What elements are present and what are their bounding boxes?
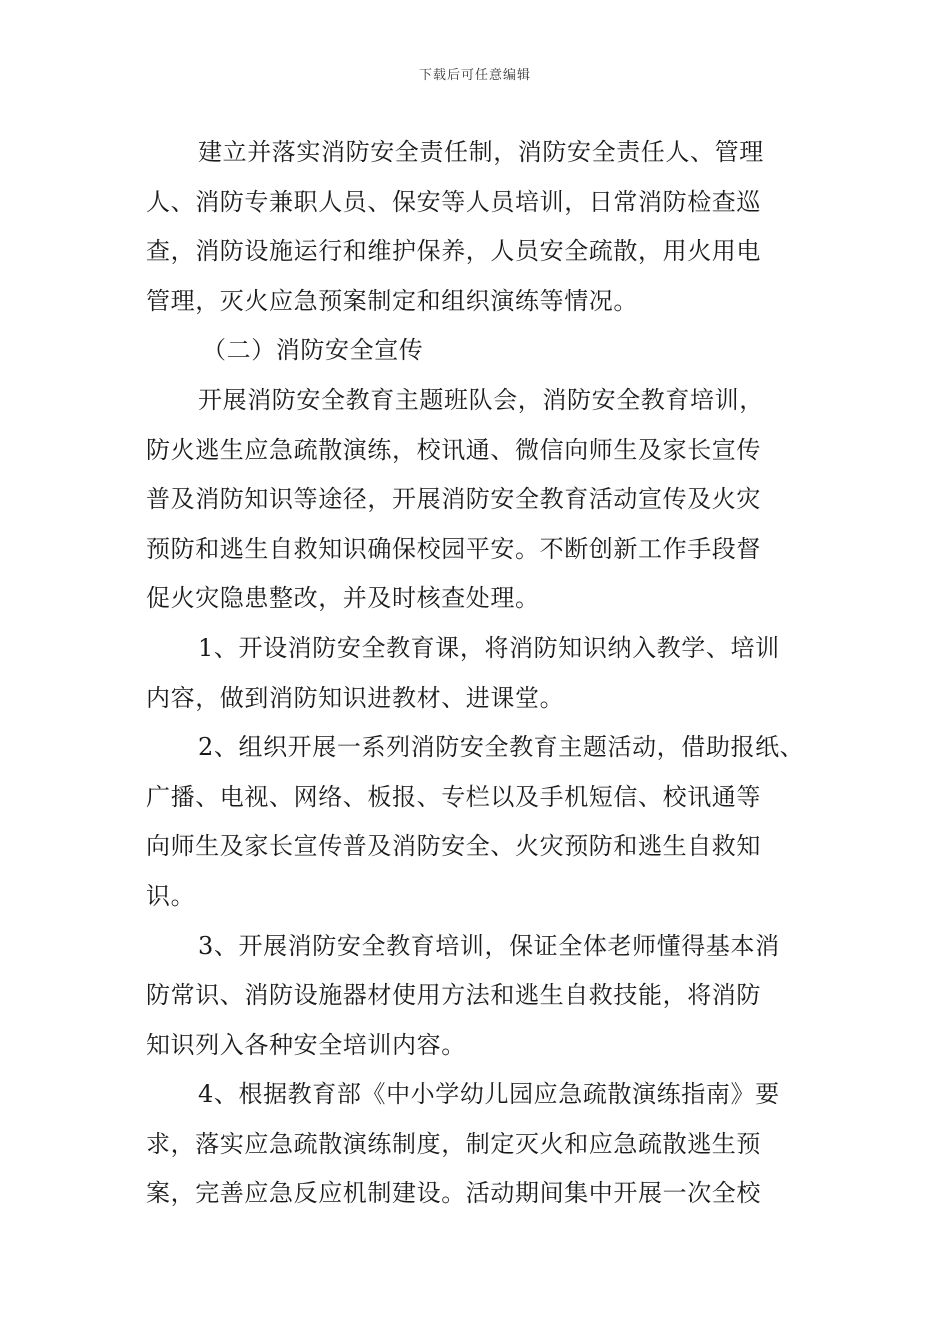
- list-item-line: 4、根据教育部《中小学幼儿园应急疏散演练指南》要: [198, 1080, 780, 1109]
- document-body: [146, 128, 808, 1219]
- paragraph-line: 预防和逃生自救知识确保校园平安。不断创新工作手段督: [146, 534, 761, 563]
- paragraph-line: 普及消防知识等途径，开展消防安全教育活动宣传及火灾: [146, 485, 761, 514]
- page-header: 下载后可任意编辑: [418, 68, 531, 83]
- section-heading: （二）消防安全宣传: [202, 336, 424, 365]
- list-item-line: 广播、电视、网络、板报、专栏以及手机短信、校讯通等: [146, 782, 761, 811]
- paragraph-line: 人、消防专兼职人员、保安等人员培训，日常消防检查巡: [146, 187, 761, 216]
- paragraph-line: 防火逃生应急疏散演练，校讯通、微信向师生及家长宣传: [146, 435, 761, 464]
- list-item-line: 防常识、消防设施器材使用方法和逃生自救技能，将消防: [146, 981, 761, 1010]
- list-item-line: 2、组织开展一系列消防安全教育主题活动，借助报纸、: [198, 733, 805, 762]
- list-item-line: 案，完善应急反应机制建设。活动期间集中开展一次全校: [146, 1179, 761, 1208]
- list-item-line: 求，落实应急疏散演练制度，制定灭火和应急疏散逃生预: [146, 1129, 761, 1158]
- list-item-line: 3、开展消防安全教育培训，保证全体老师懂得基本消: [198, 931, 780, 960]
- paragraph-line: 建立并落实消防安全责任制，消防安全责任人、管理: [198, 138, 764, 166]
- paragraph-line: 查，消防设施运行和维护保养，人员安全疏散，用火用电: [146, 237, 761, 266]
- paragraph-line: 促火灾隐患整改，并及时核查处理。: [146, 584, 540, 613]
- list-item-line: 1、开设消防安全教育课，将消防知识纳入教学、培训: [198, 633, 780, 662]
- list-item-line: 内容，做到消防知识进教材、进课堂。: [146, 683, 565, 712]
- paragraph-line: 管理，灭火应急预案制定和组织演练等情况。: [146, 286, 638, 315]
- list-item-line: 知识列入各种安全培训内容。: [146, 1030, 466, 1059]
- paragraph-line: 开展消防安全教育主题班队会，消防安全教育培训，: [198, 385, 764, 414]
- list-item-line: 向师生及家长宣传普及消防安全、火灾预防和逃生自救知: [146, 832, 761, 861]
- list-item-line: 识。: [146, 881, 196, 910]
